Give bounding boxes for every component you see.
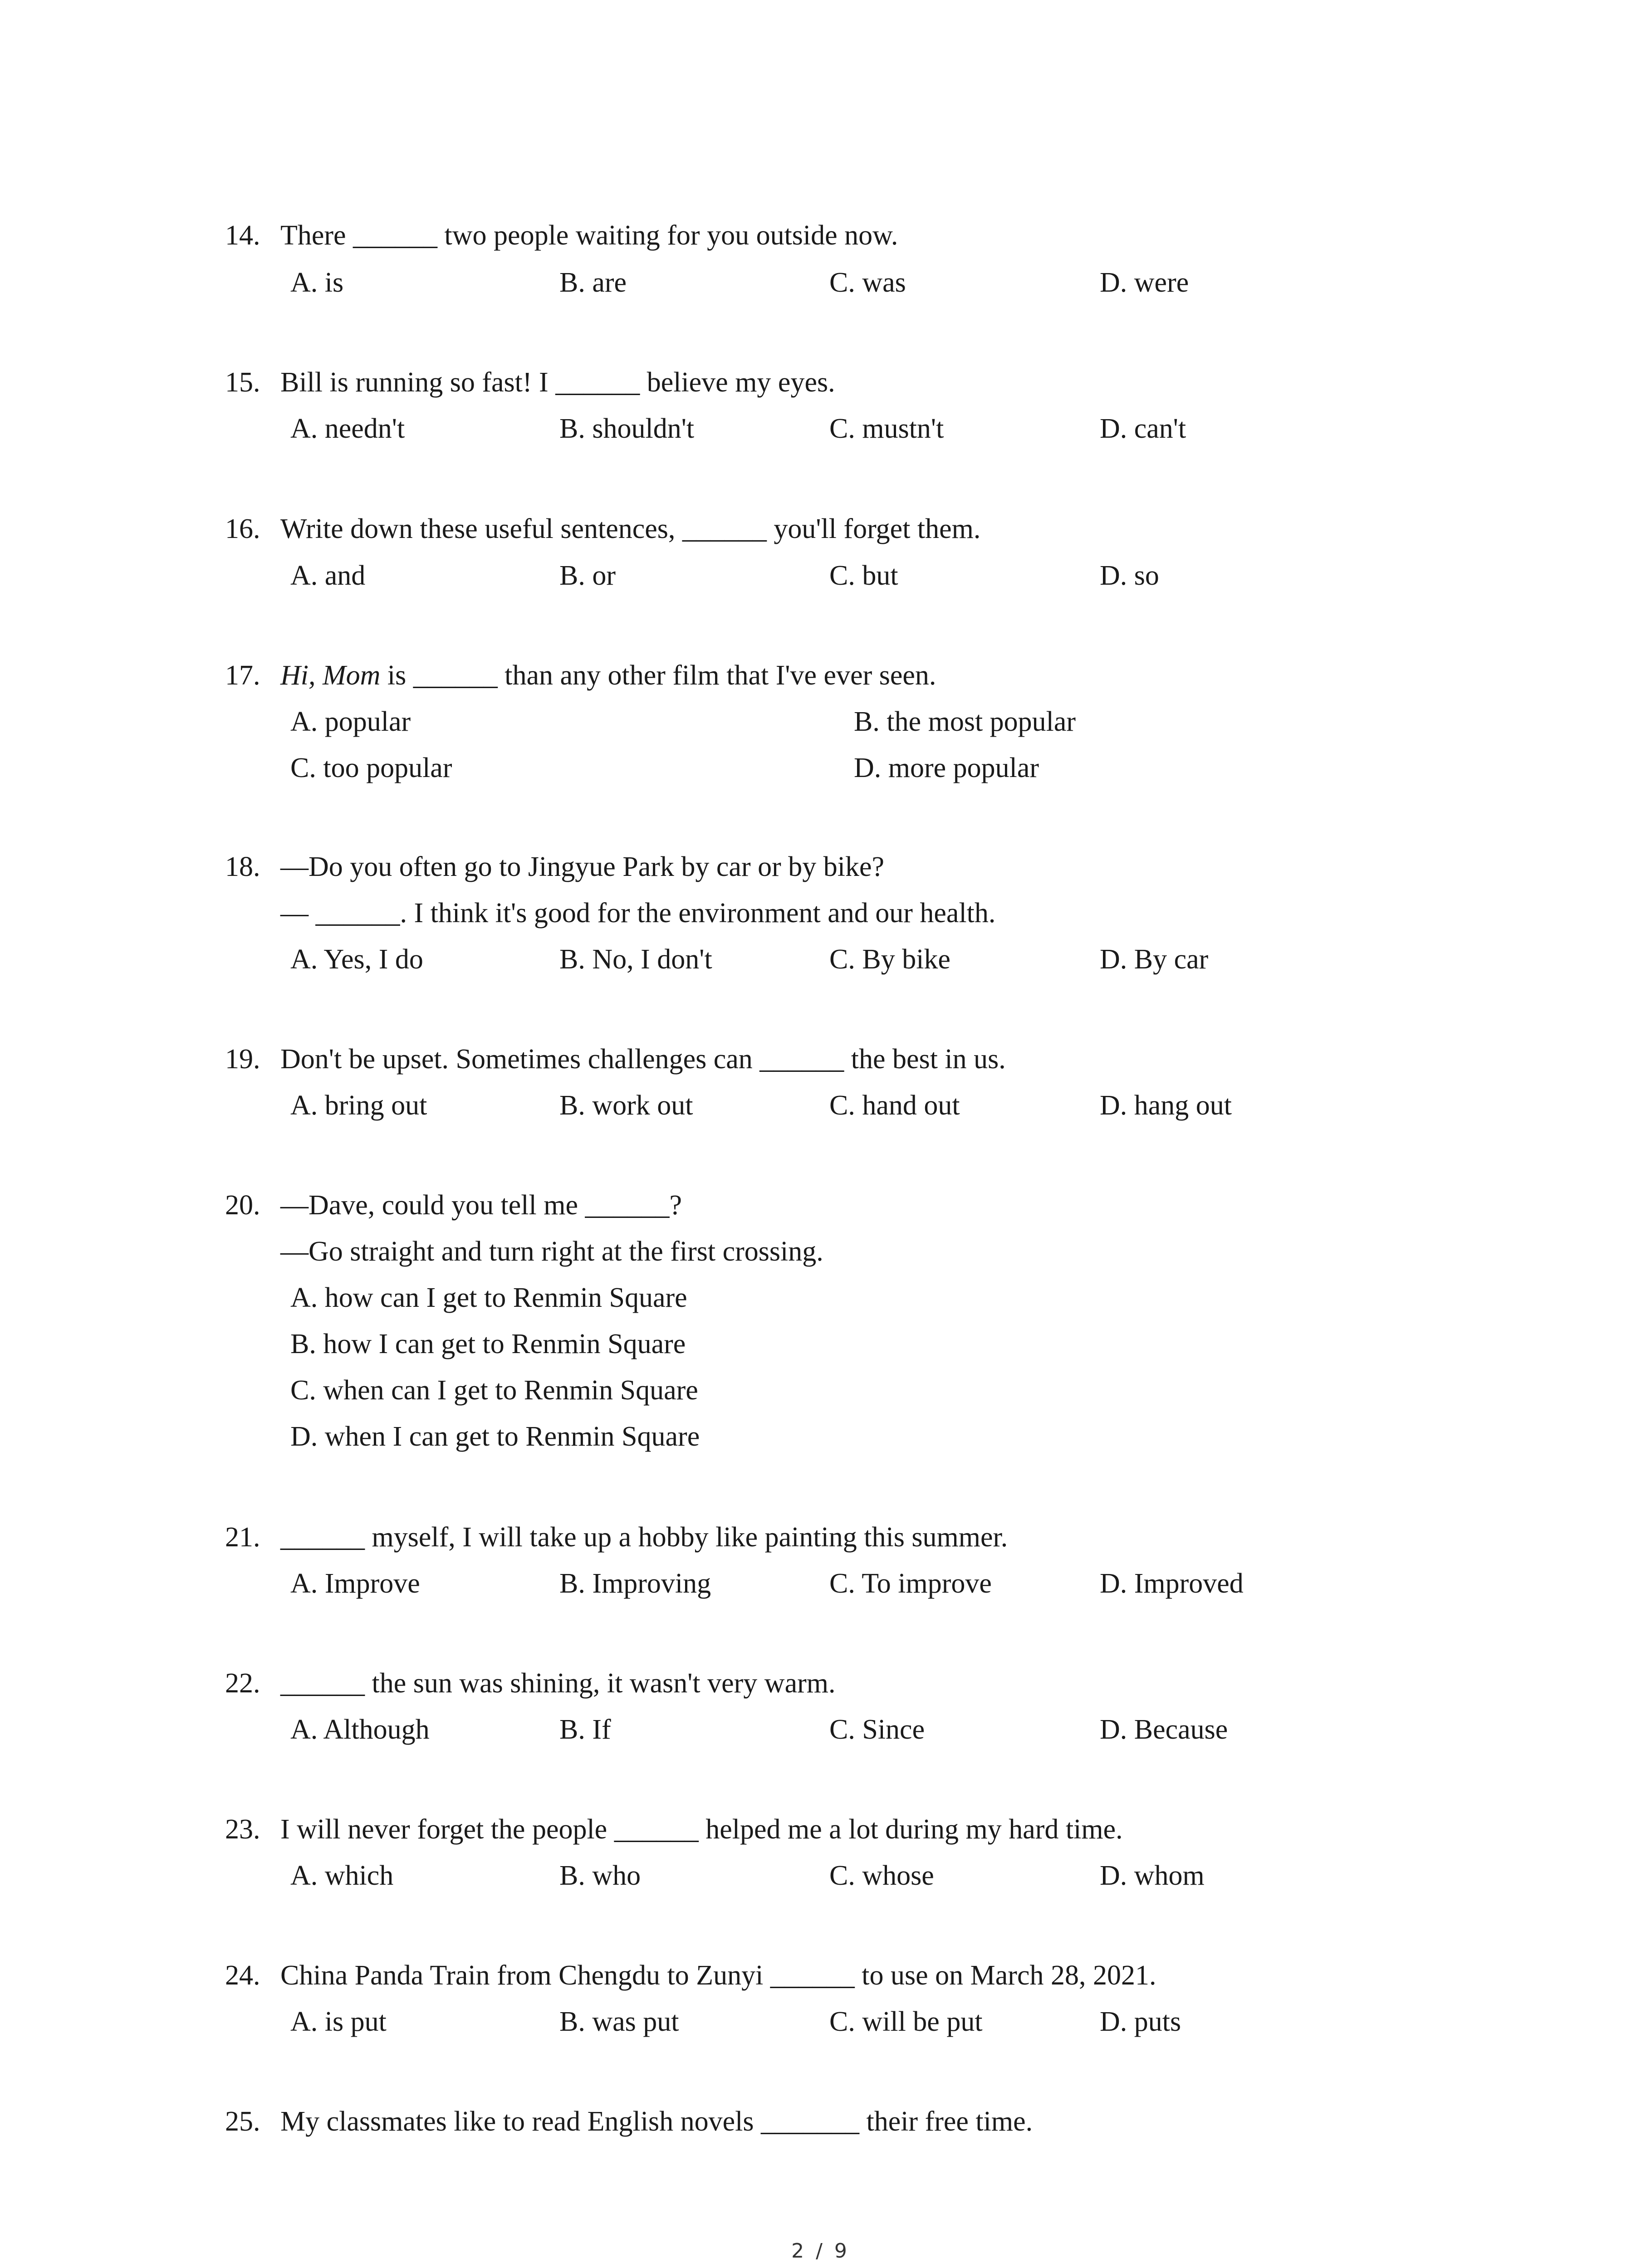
question-number: 16. xyxy=(225,513,260,544)
option-a: A. is xyxy=(290,267,344,298)
question-stem-rest: is ______ than any other film that I've ever seen. xyxy=(380,660,936,691)
question-stem-reply: —Go straight and turn right at the first crossing. xyxy=(280,1236,823,1267)
question-stem: —Do you often go to Jingyue Park by car or by bike? xyxy=(280,851,885,882)
question-stem: —Dave, could you tell me ______? xyxy=(280,1190,682,1221)
option-a: A. Improve xyxy=(290,1568,420,1599)
option-b: B. or xyxy=(559,560,616,591)
question-stem: ______ the sun was shining, it wasn't very warm. xyxy=(280,1668,836,1699)
option-a: A. bring out xyxy=(290,1090,427,1121)
option-d: D. so xyxy=(1100,560,1159,591)
option-b: B. If xyxy=(559,1714,611,1745)
question-stem: Write down these useful sentences, ______ you'll forget them. xyxy=(280,513,981,544)
option-c: C. By bike xyxy=(829,944,950,975)
question-stem: ______ myself, I will take up a hobby like painting this summer. xyxy=(280,1522,1008,1553)
option-d: D. when I can get to Renmin Square xyxy=(290,1421,700,1452)
option-d: D. puts xyxy=(1100,2006,1181,2037)
film-title: Hi, Mom xyxy=(280,660,381,691)
option-a: A. popular xyxy=(290,706,411,737)
question-stem: China Panda Train from Chengdu to Zunyi ______ to use on March 28, 2021. xyxy=(280,1960,1156,1991)
option-c: C. will be put xyxy=(829,2006,983,2037)
option-a: A. and xyxy=(290,560,366,591)
question-number: 14. xyxy=(225,220,260,251)
question-stem-reply: — ______. I think it's good for the environment and our health. xyxy=(280,898,996,929)
question-number: 19. xyxy=(225,1044,260,1075)
option-b: B. are xyxy=(559,267,627,298)
question-stem xyxy=(280,661,936,689)
option-d: D. more popular xyxy=(854,753,1039,783)
option-c: C. mustn't xyxy=(829,413,944,444)
option-b: B. was put xyxy=(559,2006,679,2037)
question-stem: I will never forget the people ______ helped me a lot during my hard time. xyxy=(280,1814,1123,1845)
question-number: 18. xyxy=(225,851,260,882)
option-d: D. By car xyxy=(1100,944,1209,975)
question-number: 21. xyxy=(225,1522,260,1553)
question-number: 22. xyxy=(225,1668,260,1699)
question-number: 25. xyxy=(225,2106,260,2137)
option-b: B. work out xyxy=(559,1090,693,1121)
option-a: A. Although xyxy=(290,1714,430,1745)
question-number: 24. xyxy=(225,1960,260,1991)
option-a: A. Yes, I do xyxy=(290,944,423,975)
option-c: C. too popular xyxy=(290,753,452,783)
option-d: D. Improved xyxy=(1100,1568,1244,1599)
option-b: B. No, I don't xyxy=(559,944,712,975)
option-c: C. was xyxy=(829,267,906,298)
question-number: 20. xyxy=(225,1190,260,1221)
question-stem: My classmates like to read English novels _______ their free time. xyxy=(280,2106,1033,2137)
question-stem: There ______ two people waiting for you outside now. xyxy=(280,220,898,251)
option-c: C. when can I get to Renmin Square xyxy=(290,1375,698,1406)
option-a: A. needn't xyxy=(290,413,405,444)
option-c: C. but xyxy=(829,560,898,591)
option-c: C. hand out xyxy=(829,1090,960,1121)
option-d: D. were xyxy=(1100,267,1189,298)
option-d: D. hang out xyxy=(1100,1090,1232,1121)
question-stem: Bill is running so fast! I ______ believe my eyes. xyxy=(280,367,835,398)
option-b: B. shouldn't xyxy=(559,413,695,444)
option-d: D. Because xyxy=(1100,1714,1228,1745)
option-c: C. To improve xyxy=(829,1568,992,1599)
option-a: A. is put xyxy=(290,2006,387,2037)
question-number: 17. xyxy=(225,660,260,691)
option-c: C. whose xyxy=(829,1860,934,1891)
question-number: 23. xyxy=(225,1814,260,1845)
question-number: 15. xyxy=(225,367,260,398)
option-a: A. how can I get to Renmin Square xyxy=(290,1282,687,1313)
option-b: B. who xyxy=(559,1860,641,1891)
option-c: C. Since xyxy=(829,1714,925,1745)
option-d: D. can't xyxy=(1100,413,1186,444)
page-indicator: 2 / 9 xyxy=(791,2239,850,2263)
option-d: D. whom xyxy=(1100,1860,1205,1891)
option-b: B. Improving xyxy=(559,1568,711,1599)
option-b: B. how I can get to Renmin Square xyxy=(290,1329,686,1359)
option-a: A. which xyxy=(290,1860,394,1891)
option-b: B. the most popular xyxy=(854,706,1076,737)
question-stem: Don't be upset. Sometimes challenges can ______ the best in us. xyxy=(280,1044,1006,1075)
